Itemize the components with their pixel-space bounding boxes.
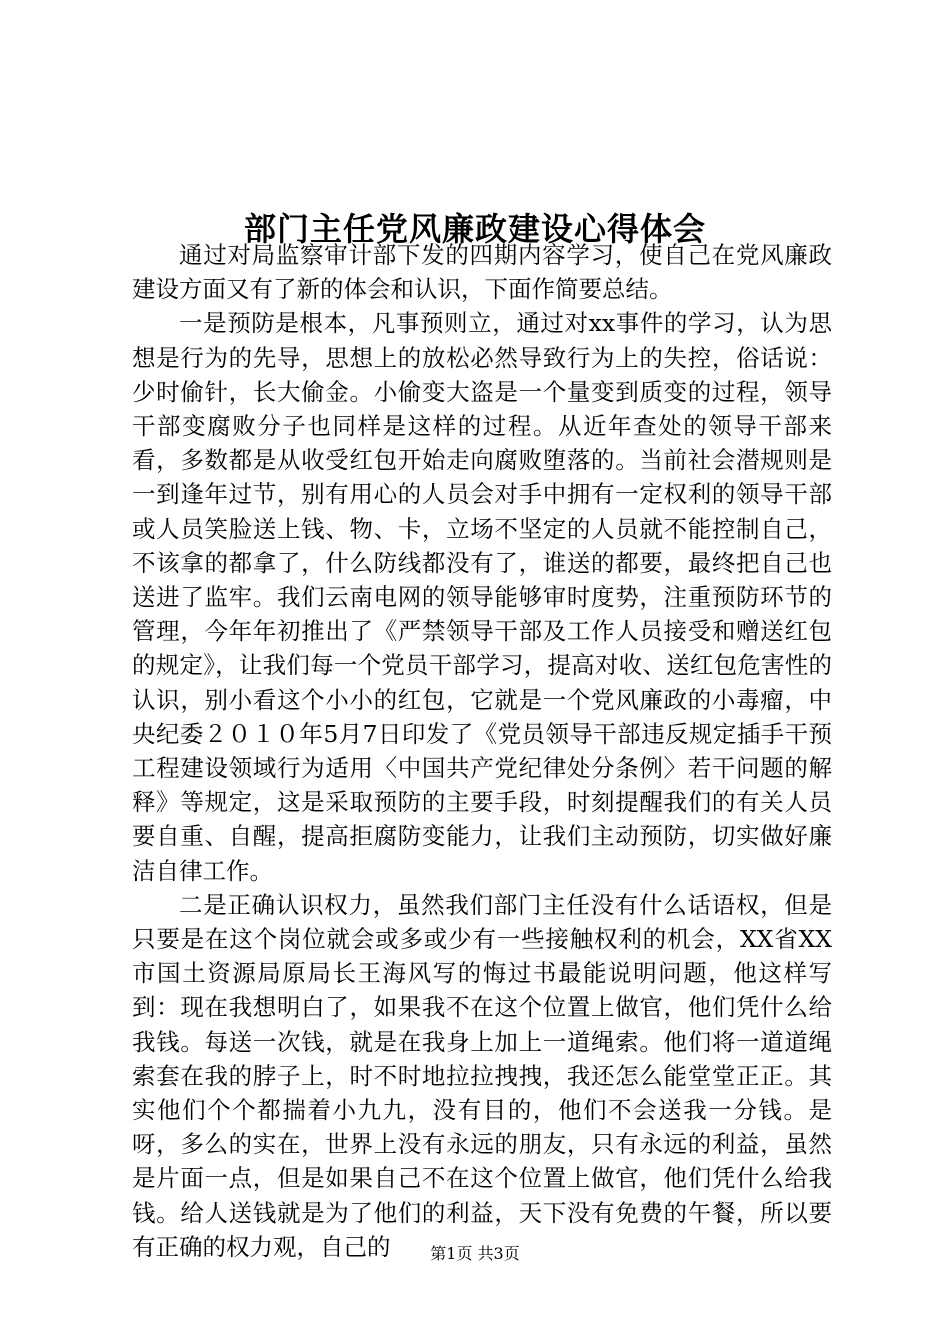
paragraph-power: 二是正确认识权力，虽然我们部门主任没有什么话语权，但是只要是在这个岗位就会或多或少有一些接触权利的机会，XX省XX市国土资源局原局长王海风写的悔过书最能说明问题，他这样写到：现在我想明白了，如果我不在这个位置上做官，他们凭什么给我钱。每送一次钱，就是在我身上加上一道绳索。他们将一道道绳索套在我的脖子上，时不时地拉拉拽拽，我还怎么能堂堂正正。其实他们个个都揣着小九九，没有目的，他们不会送我一分钱。是呀，多么的实在，世界上没有永远的朋友，只有永远的利益，虽然是片面一点，但是如果自己不在这个位置上做官，他们凭什么给我钱。给人送钱就是为了他们的利益，天下没有免费的午餐，所以要有正确的权力观，自己的 (132, 890, 832, 1261)
page-footer: 第1页 共3页 (430, 1244, 520, 1263)
paragraph-intro: 通过对局监察审计部下发的四期内容学习，使自己在党风廉政建设方面又有了新的体会和认识，下面作简要总结。 (132, 241, 832, 304)
paragraph-prevention: 一是预防是根本，凡事预则立，通过对xx事件的学习，认为思想是行为的先导，思想上的放松必然导致行为上的失控，俗话说：少时偷针，长大偷金。小偷变大盗是一个量变到质变的过程，领导干部变腐败分子也同样是这样的过程。从近年查处的领导干部来看，多数都是从收受红包开始走向腐败堕落的。当前社会潜规则是一到逢年过节，别有用心的人员会对手中拥有一定权利的领导干部或人员笑脸送上钱、物、卡，立场不坚定的人员就不能控制自己，不该拿的都拿了，什么防线都没有了，谁送的都要，最终把自己也送进了监牢。我们云南电网的领导能够审时度势，注重预防环节的管理，今年年初推出了《严禁领导干部及工作人员接受和赠送红包的规定》，让我们每一个党员干部学习，提高对收、送红包危害性的认识，别小看这个小小的红包，它就是一个党风廉政的小毒瘤，中央纪委２０１０年5月7日印发了《党员领导干部违反规定插手干预工程建设领域行为适用〈中国共产党纪律处分条例〉若干问题的解释》等规定，这是采取预防的主要手段，时刻提醒我们的有关人员要自重、自醒，提高拒腐防变能力，让我们主动预防，切实做好廉洁自律工作。 (132, 309, 832, 885)
document-title: 部门主任党风廉政建设心得体会 (243, 210, 706, 249)
document-body (132, 238, 832, 1264)
